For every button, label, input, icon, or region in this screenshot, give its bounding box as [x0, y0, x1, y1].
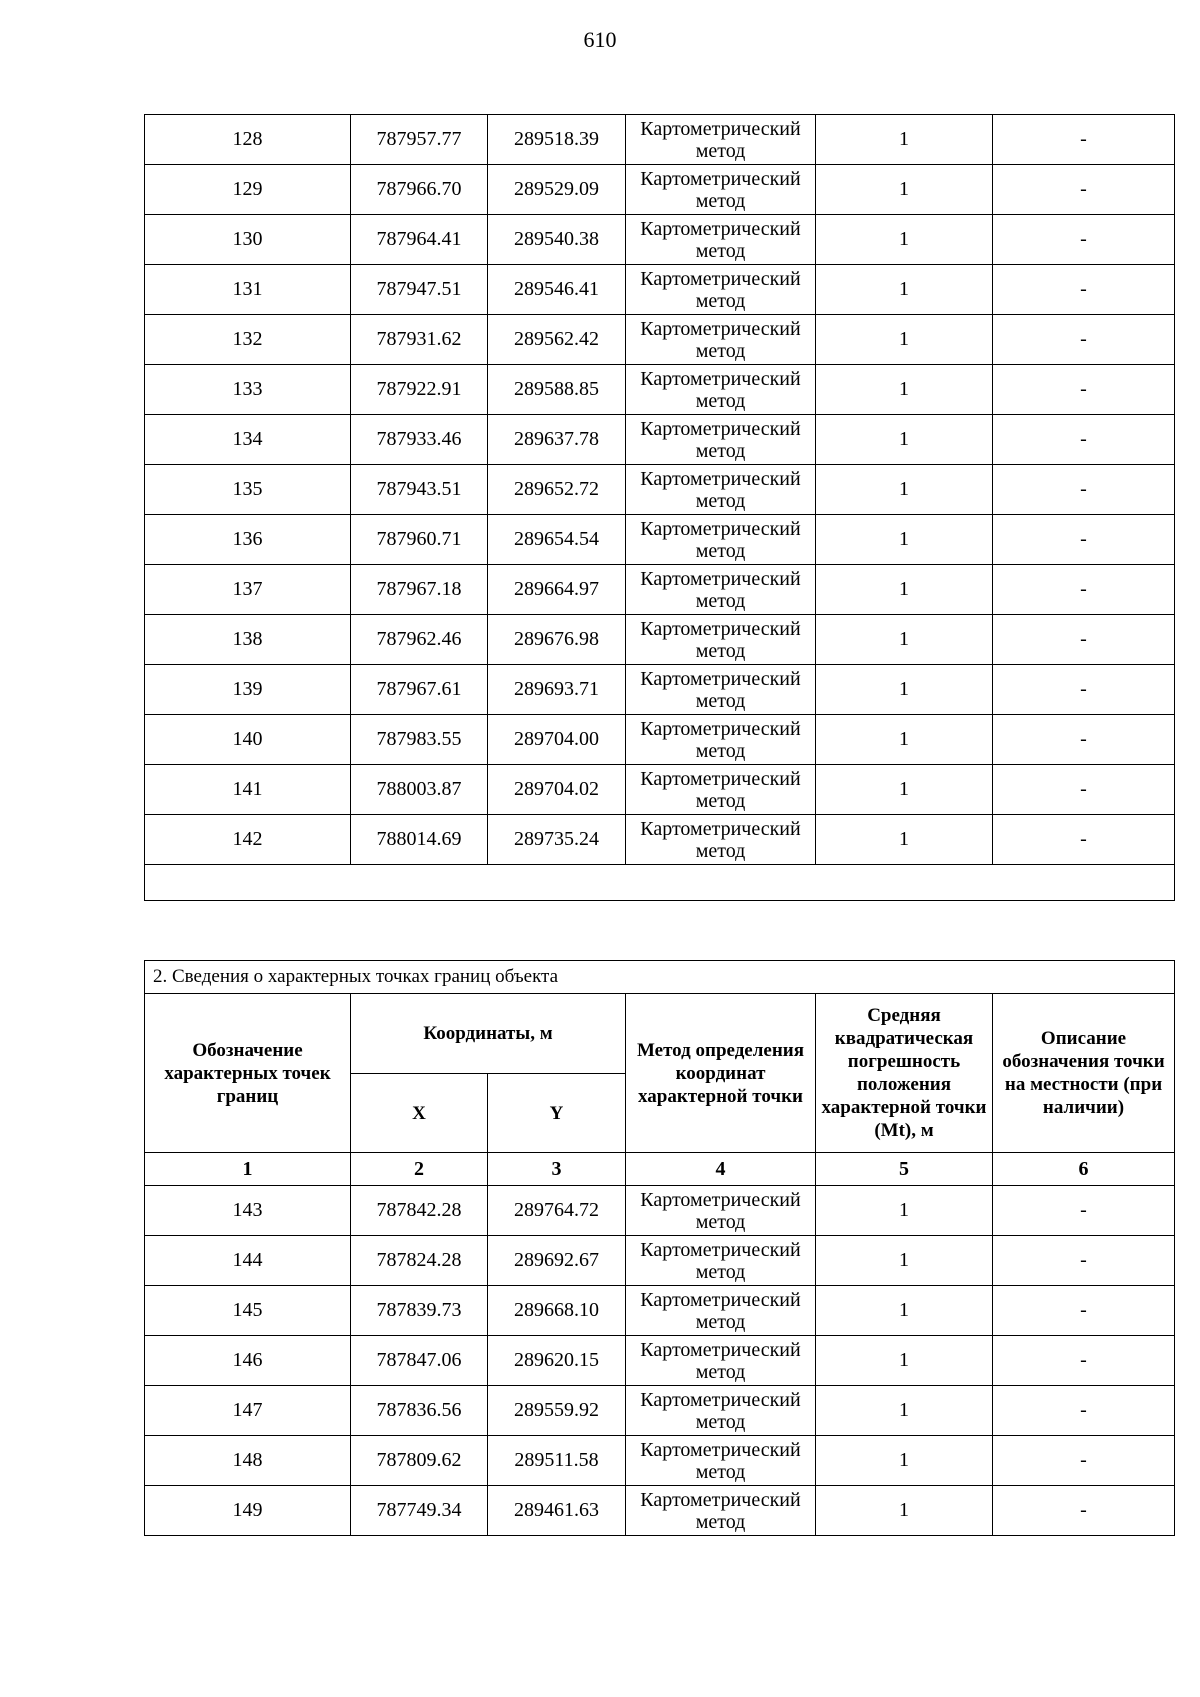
mean-error-cell: 1	[816, 615, 993, 665]
y-coordinate-cell: 289704.00	[488, 715, 626, 765]
method-cell: Картометрический метод	[626, 715, 816, 765]
description-cell: -	[993, 165, 1175, 215]
description-cell: -	[993, 715, 1175, 765]
point-id-cell: 148	[145, 1436, 351, 1486]
table-2-body	[145, 1186, 1175, 1536]
method-cell: Картометрический метод	[626, 365, 816, 415]
mean-error-cell: 1	[816, 1286, 993, 1336]
description-cell: -	[993, 315, 1175, 365]
mean-error-cell: 1	[816, 165, 993, 215]
header-mean-error: Средняя квадратическая погрешность положения характерной точки (Mt), м	[816, 994, 993, 1153]
point-id-cell: 142	[145, 815, 351, 865]
point-id-cell: 136	[145, 515, 351, 565]
x-coordinate-cell: 787931.62	[351, 315, 488, 365]
method-cell: Картометрический метод	[626, 165, 816, 215]
table-row	[145, 1236, 1175, 1286]
mean-error-cell: 1	[816, 115, 993, 165]
table-row	[145, 515, 1175, 565]
table-row	[145, 1486, 1175, 1536]
table-row	[145, 165, 1175, 215]
method-cell: Картометрический метод	[626, 565, 816, 615]
x-coordinate-cell: 787964.41	[351, 215, 488, 265]
table-row	[145, 215, 1175, 265]
point-id-cell: 147	[145, 1386, 351, 1436]
table-1-body	[145, 115, 1175, 901]
y-coordinate-cell: 289540.38	[488, 215, 626, 265]
mean-error-cell: 1	[816, 415, 993, 465]
method-cell: Картометрический метод	[626, 415, 816, 465]
x-coordinate-cell: 787983.55	[351, 715, 488, 765]
mean-error-cell: 1	[816, 1386, 993, 1436]
method-cell: Картометрический метод	[626, 1286, 816, 1336]
x-coordinate-cell: 787839.73	[351, 1286, 488, 1336]
method-cell: Картометрический метод	[626, 1236, 816, 1286]
header-point-designation: Обозначение характерных точек границ	[145, 994, 351, 1153]
y-coordinate-cell: 289518.39	[488, 115, 626, 165]
table-row	[145, 665, 1175, 715]
table-row	[145, 815, 1175, 865]
y-coordinate-cell: 289664.97	[488, 565, 626, 615]
x-coordinate-cell: 787943.51	[351, 465, 488, 515]
table-row	[145, 715, 1175, 765]
x-coordinate-cell: 787809.62	[351, 1436, 488, 1486]
table-row	[145, 765, 1175, 815]
description-cell: -	[993, 365, 1175, 415]
description-cell: -	[993, 665, 1175, 715]
x-coordinate-cell: 787966.70	[351, 165, 488, 215]
y-coordinate-cell: 289637.78	[488, 415, 626, 465]
description-cell: -	[993, 1286, 1175, 1336]
method-cell: Картометрический метод	[626, 1486, 816, 1536]
mean-error-cell: 1	[816, 565, 993, 615]
point-id-cell: 135	[145, 465, 351, 515]
mean-error-cell: 1	[816, 815, 993, 865]
y-coordinate-cell: 289562.42	[488, 315, 626, 365]
description-cell: -	[993, 1336, 1175, 1386]
header-coordinates: Координаты, м	[351, 994, 626, 1074]
header-x: X	[351, 1074, 488, 1153]
mean-error-cell: 1	[816, 215, 993, 265]
table-row	[145, 365, 1175, 415]
boundary-points-table-continued	[144, 114, 1175, 901]
y-coordinate-cell: 289546.41	[488, 265, 626, 315]
x-coordinate-cell: 787967.61	[351, 665, 488, 715]
method-cell: Картометрический метод	[626, 265, 816, 315]
description-cell: -	[993, 1436, 1175, 1486]
header-description: Описание обозначения точки на местности (при наличии)	[993, 994, 1175, 1153]
y-coordinate-cell: 289654.54	[488, 515, 626, 565]
method-cell: Картометрический метод	[626, 1336, 816, 1386]
x-coordinate-cell: 787962.46	[351, 615, 488, 665]
method-cell: Картометрический метод	[626, 665, 816, 715]
x-coordinate-cell: 787842.28	[351, 1186, 488, 1236]
description-cell: -	[993, 465, 1175, 515]
y-coordinate-cell: 289668.10	[488, 1286, 626, 1336]
description-cell: -	[993, 1186, 1175, 1236]
description-cell: -	[993, 1386, 1175, 1436]
x-coordinate-cell: 787824.28	[351, 1236, 488, 1286]
table-row	[145, 565, 1175, 615]
description-cell: -	[993, 1236, 1175, 1286]
point-id-cell: 132	[145, 315, 351, 365]
method-cell: Картометрический метод	[626, 115, 816, 165]
x-coordinate-cell: 787967.18	[351, 565, 488, 615]
y-coordinate-cell: 289620.15	[488, 1336, 626, 1386]
point-id-cell: 143	[145, 1186, 351, 1236]
point-id-cell: 139	[145, 665, 351, 715]
y-coordinate-cell: 289692.67	[488, 1236, 626, 1286]
point-id-cell: 130	[145, 215, 351, 265]
header-method: Метод определения координат характерной точки	[626, 994, 816, 1153]
description-cell: -	[993, 615, 1175, 665]
point-id-cell: 145	[145, 1286, 351, 1336]
empty-cell	[145, 865, 1175, 901]
section-title: 2. Сведения о характерных точках границ объекта	[145, 961, 1175, 994]
empty-row	[145, 865, 1175, 901]
table-row	[145, 465, 1175, 515]
point-id-cell: 140	[145, 715, 351, 765]
y-coordinate-cell: 289559.92	[488, 1386, 626, 1436]
description-cell: -	[993, 215, 1175, 265]
method-cell: Картометрический метод	[626, 515, 816, 565]
point-id-cell: 144	[145, 1236, 351, 1286]
y-coordinate-cell: 289735.24	[488, 815, 626, 865]
column-number: 5	[816, 1153, 993, 1186]
y-coordinate-cell: 289704.02	[488, 765, 626, 815]
y-coordinate-cell: 289652.72	[488, 465, 626, 515]
method-cell: Картометрический метод	[626, 315, 816, 365]
mean-error-cell: 1	[816, 365, 993, 415]
column-number: 4	[626, 1153, 816, 1186]
point-id-cell: 131	[145, 265, 351, 315]
y-coordinate-cell: 289588.85	[488, 365, 626, 415]
column-number: 2	[351, 1153, 488, 1186]
x-coordinate-cell: 787847.06	[351, 1336, 488, 1386]
table-2-header	[145, 961, 1175, 1186]
x-coordinate-cell: 787749.34	[351, 1486, 488, 1536]
mean-error-cell: 1	[816, 1186, 993, 1236]
description-cell: -	[993, 815, 1175, 865]
x-coordinate-cell: 788003.87	[351, 765, 488, 815]
method-cell: Картометрический метод	[626, 1186, 816, 1236]
description-cell: -	[993, 1486, 1175, 1536]
table-row	[145, 1336, 1175, 1386]
description-cell: -	[993, 515, 1175, 565]
mean-error-cell: 1	[816, 765, 993, 815]
method-cell: Картометрический метод	[626, 615, 816, 665]
column-number: 1	[145, 1153, 351, 1186]
y-coordinate-cell: 289676.98	[488, 615, 626, 665]
point-id-cell: 141	[145, 765, 351, 815]
table-row	[145, 265, 1175, 315]
table-row	[145, 415, 1175, 465]
y-coordinate-cell: 289529.09	[488, 165, 626, 215]
table-row	[145, 315, 1175, 365]
column-number: 3	[488, 1153, 626, 1186]
method-cell: Картометрический метод	[626, 465, 816, 515]
mean-error-cell: 1	[816, 515, 993, 565]
point-id-cell: 129	[145, 165, 351, 215]
x-coordinate-cell: 788014.69	[351, 815, 488, 865]
point-id-cell: 133	[145, 365, 351, 415]
x-coordinate-cell: 787933.46	[351, 415, 488, 465]
point-id-cell: 138	[145, 615, 351, 665]
table-row	[145, 615, 1175, 665]
description-cell: -	[993, 565, 1175, 615]
y-coordinate-cell: 289764.72	[488, 1186, 626, 1236]
x-coordinate-cell: 787957.77	[351, 115, 488, 165]
mean-error-cell: 1	[816, 715, 993, 765]
x-coordinate-cell: 787960.71	[351, 515, 488, 565]
x-coordinate-cell: 787836.56	[351, 1386, 488, 1436]
description-cell: -	[993, 265, 1175, 315]
method-cell: Картометрический метод	[626, 215, 816, 265]
table-row	[145, 115, 1175, 165]
mean-error-cell: 1	[816, 465, 993, 515]
mean-error-cell: 1	[816, 1336, 993, 1386]
point-id-cell: 134	[145, 415, 351, 465]
table-row	[145, 1286, 1175, 1336]
table-row	[145, 1386, 1175, 1436]
page-number: 610	[583, 27, 617, 52]
column-number: 6	[993, 1153, 1175, 1186]
x-coordinate-cell: 787922.91	[351, 365, 488, 415]
point-id-cell: 128	[145, 115, 351, 165]
x-coordinate-cell: 787947.51	[351, 265, 488, 315]
method-cell: Картометрический метод	[626, 1436, 816, 1486]
method-cell: Картометрический метод	[626, 815, 816, 865]
description-cell: -	[993, 115, 1175, 165]
mean-error-cell: 1	[816, 665, 993, 715]
y-coordinate-cell: 289693.71	[488, 665, 626, 715]
boundary-points-table	[144, 960, 1175, 1536]
table-row	[145, 1436, 1175, 1486]
mean-error-cell: 1	[816, 315, 993, 365]
method-cell: Картометрический метод	[626, 765, 816, 815]
method-cell: Картометрический метод	[626, 1386, 816, 1436]
description-cell: -	[993, 415, 1175, 465]
point-id-cell: 146	[145, 1336, 351, 1386]
table-row	[145, 1186, 1175, 1236]
mean-error-cell: 1	[816, 265, 993, 315]
mean-error-cell: 1	[816, 1236, 993, 1286]
y-coordinate-cell: 289461.63	[488, 1486, 626, 1536]
header-y: Y	[488, 1074, 626, 1153]
y-coordinate-cell: 289511.58	[488, 1436, 626, 1486]
mean-error-cell: 1	[816, 1436, 993, 1486]
point-id-cell: 137	[145, 565, 351, 615]
description-cell: -	[993, 765, 1175, 815]
mean-error-cell: 1	[816, 1486, 993, 1536]
point-id-cell: 149	[145, 1486, 351, 1536]
